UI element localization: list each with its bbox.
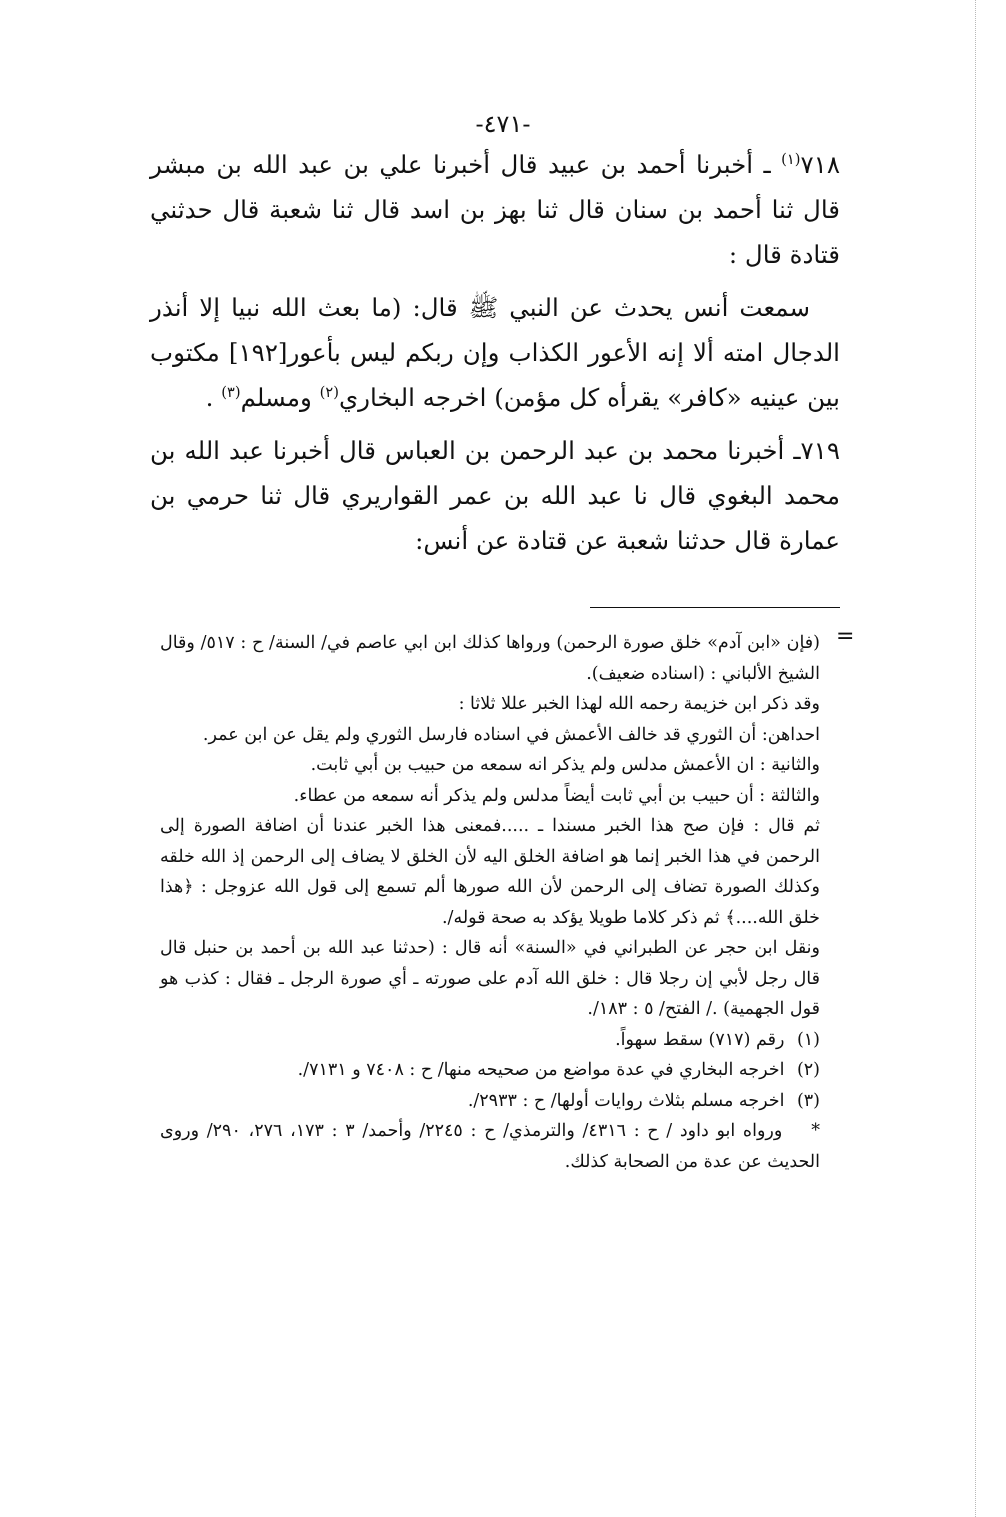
footnote-text: اخرجه مسلم بثلاث روايات أولها/ ح : ٢٩٣٣/. bbox=[467, 1090, 790, 1111]
footnote-text: ورواه ابو داود / ح : ٤٣١٦/ والترمذي/ ح : ٢٢٤٥/ وأحمد/ ٣ : ١٧٣، ٢٧٦، ٢٩٠/ وروى الحديث عن عدة من الصحابة كذلك. bbox=[160, 1121, 820, 1172]
footnote-ref: (٢) bbox=[319, 383, 339, 401]
main-text bbox=[150, 142, 840, 571]
footnote-number: (١) bbox=[796, 1029, 820, 1050]
note-continued-line: والثالثة : أن حبيب بن أبي ثابت أيضاً مدلس ولم يذكر أنه سمعه من عطاء. bbox=[293, 785, 820, 806]
note-continued-line: ثم قال : فإن صح هذا الخبر مسندا ـ .....فمعنى هذا الخبر عندنا أن اضافة الصورة إلى الرحمن في هذا الخبر إنما هو اضافة الخلق اليه لأن الخلق لا يضاف إلى الرحمن إذ الله خلقه وكذلك الصورة تضاف إلى الرحمن لأن الله صورها ألم تسمع إلى قول الله عزوجل : ﴿هذا خلق الله....﴾ ثم ذكر كلاما طويلا يؤكد به صحة قوله/. bbox=[160, 816, 820, 928]
hadith-718-isnad bbox=[150, 142, 840, 277]
note-continued-line: ونقل ابن حجر عن الطبراني في «السنة» أنه قال : (حدثنا عبد الله بن أحمد بن حنبل قال قال رجل لأبي إن رجلا قال : خلق الله آدم على صورته ـ أي صورة الرجل ـ فقال : كذب هو قول الجهمية) ./ الفتح/ ٥ : ١٨٣/. bbox=[160, 938, 820, 1019]
footnote-text: اخرجه البخاري في عدة مواضع من صحيحه منها/ ح : ٧٤٠٨ و ٧١٣١/. bbox=[297, 1060, 790, 1080]
continuation-mark: = bbox=[836, 624, 855, 649]
footnote-text: رقم (٧١٧) سقط سهواً. bbox=[615, 1029, 790, 1050]
footnote-3 bbox=[160, 1086, 820, 1117]
note-continued-line: وقد ذكر ابن خزيمة رحمه الله لهذا الخبر عللا ثلاثا : bbox=[458, 694, 820, 714]
hadith-text: . bbox=[205, 383, 222, 412]
hadith-text: ـ أخبرنا أحمد بن عبيد قال أخبرنا علي بن عبد الله بن مبشر قال ثنا أحمد بن سنان قال ثنا بهز بن اسد قال ثنا شعبة قال حدثني قتادة قال : bbox=[150, 150, 840, 269]
note-continued-line: والثانية : ان الأعمش مدلس ولم يذكر انه سمعه من حبيب بن أبي ثابت. bbox=[310, 755, 820, 775]
footnote-1 bbox=[160, 1025, 820, 1056]
footnote-separator bbox=[590, 607, 840, 608]
footnote-ref: (٣) bbox=[221, 383, 241, 401]
footnotes-area bbox=[160, 628, 820, 1177]
page-number: -٤٧١- bbox=[475, 110, 531, 138]
note-continued-line: (فإن «ابن آدم» خلق صورة الرحمن) ورواها كذلك ابن ابي عاصم في/ السنة/ ح : ٥١٧/ وقال الشيخ الألباني : (اسناده ضعيف). bbox=[160, 633, 820, 684]
footnote-2 bbox=[160, 1055, 820, 1086]
footnote-star bbox=[160, 1116, 820, 1177]
footnote-number: (٢) bbox=[796, 1060, 820, 1080]
note-continued-line: احداهن: أن الثوري قد خالف الأعمش في اسناده فارسل الثوري ولم يقل عن ابن عمر. bbox=[202, 724, 820, 745]
scan-edge-border bbox=[975, 0, 976, 1517]
hadith-719 bbox=[150, 428, 840, 563]
hadith-text: سمعت أنس يحدث عن النبي ﷺ قال: (ما بعث الله نبيا إلا أنذر الدجال امته ألا إنه الأعور الكذاب وإن ربكم ليس بأعور[١٩٢] مكتوب بين عينيه «كافر» يقرأه كل مؤمن) اخرجه البخاري bbox=[150, 293, 840, 412]
hadith-text: ومسلم bbox=[240, 383, 320, 412]
footnote-number: * bbox=[811, 1121, 820, 1141]
footnote-number: (٣) bbox=[796, 1090, 820, 1111]
hadith-text: ـ أخبرنا محمد بن عبد الرحمن بن العباس قال أخبرنا عبد الله بن محمد البغوي قال نا عبد الله بن عمر القواريري قال ثنا حرمي بن عمارة قال حدثنا شعبة عن قتادة عن أنس: bbox=[150, 436, 840, 555]
hadith-number: ٧١٩ bbox=[800, 436, 840, 465]
hadith-718-matn bbox=[150, 285, 840, 420]
footnote-ref: (١) bbox=[781, 150, 801, 168]
hadith-number: ٧١٨ bbox=[800, 150, 840, 179]
